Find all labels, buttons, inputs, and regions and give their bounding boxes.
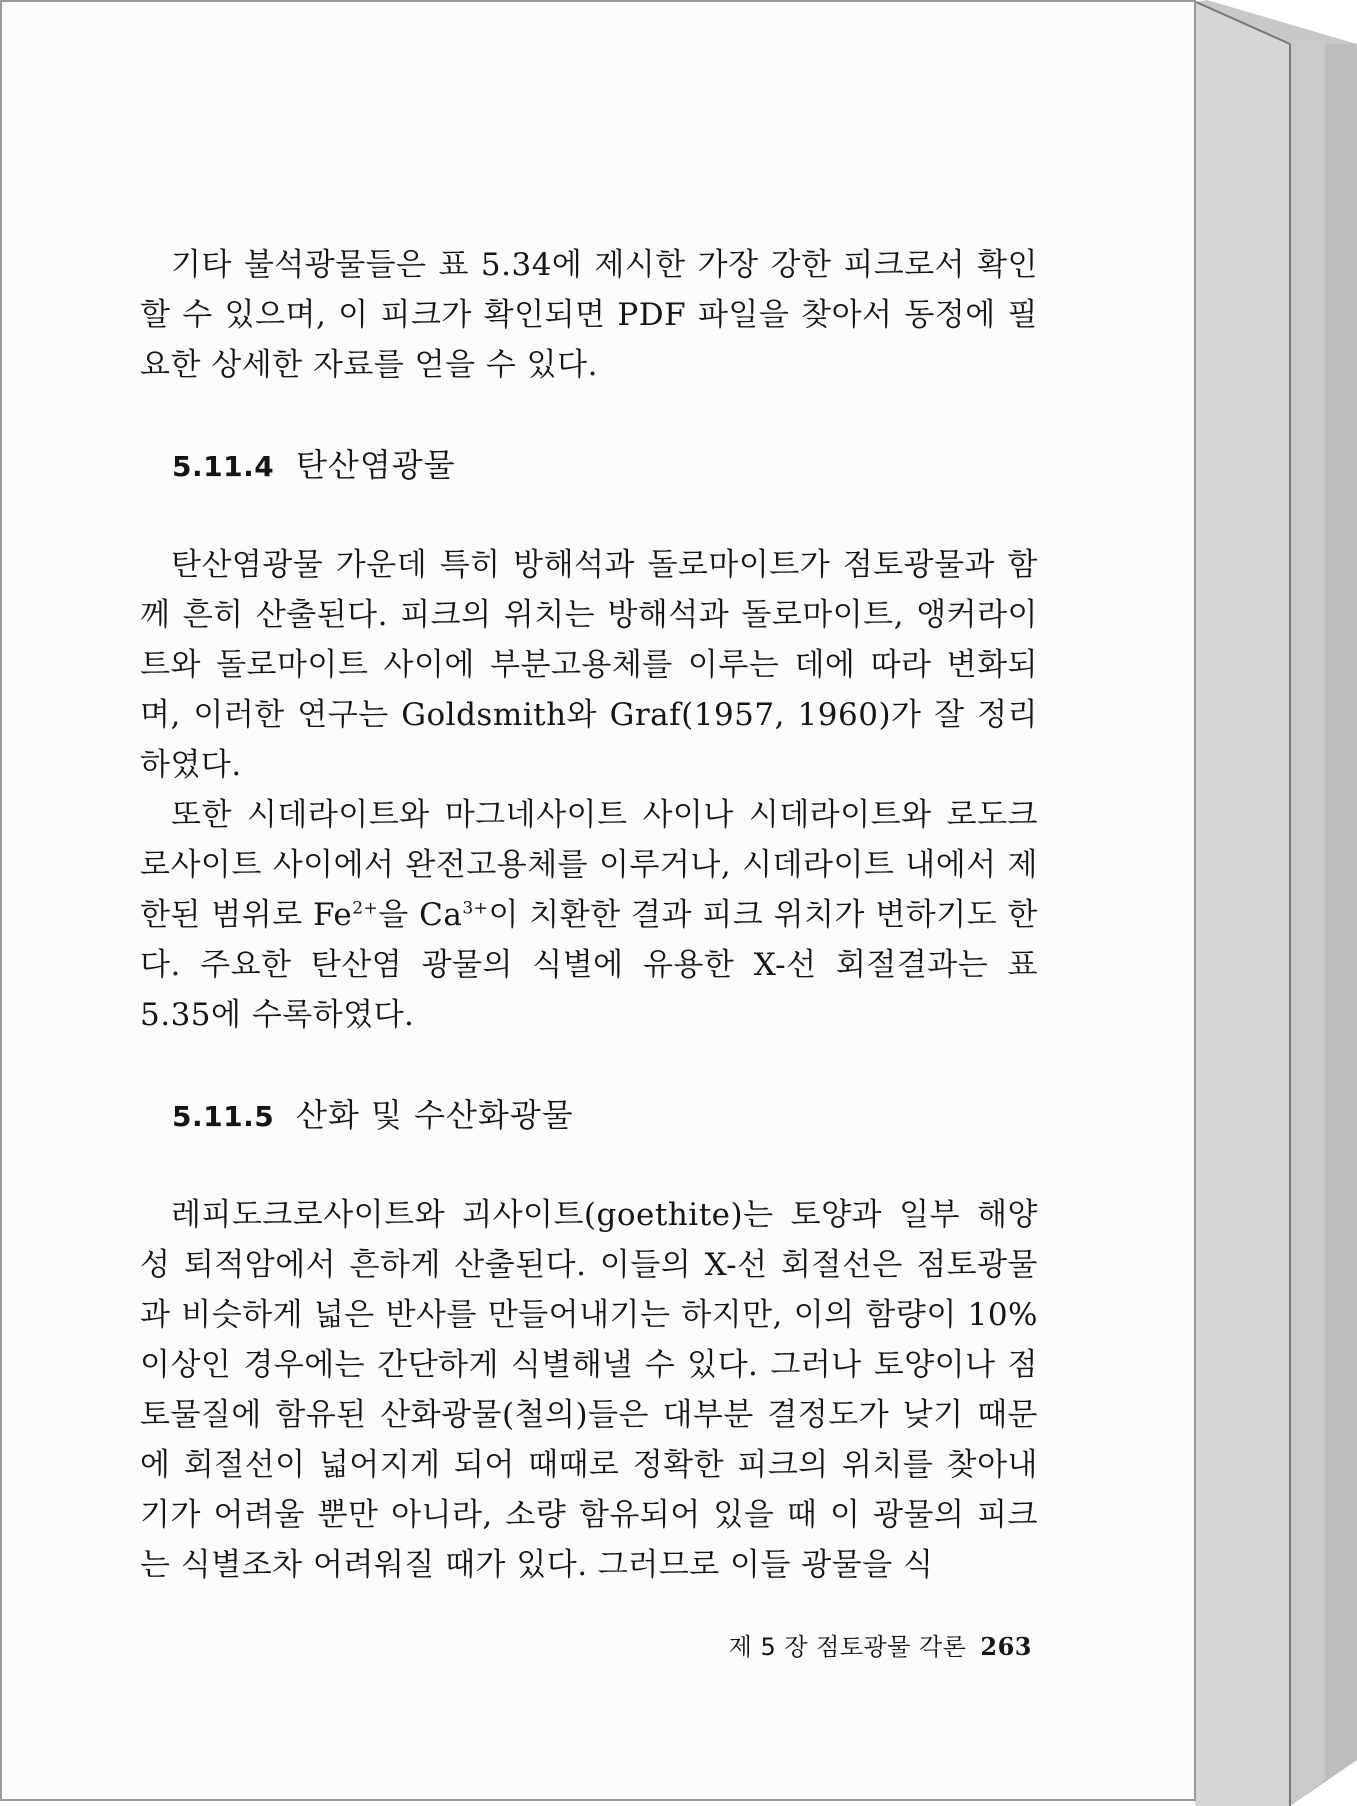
paragraph-zeolite <box>140 240 1038 390</box>
section-number: 5.11.5 <box>172 1100 275 1133</box>
paragraph-text: 레피도크로사이트와 괴사이트(goethite)는 토양과 일부 해양성 퇴적암에서 흔하게 산출된다. 이들의 X-선 회절선은 점토광물과 비슷하게 넓은 반사를 만들어내기는 하지만, 이의 함량이 10% 이상인 경우에는 간단하게 식별해낼 수 있다. 그러나 토양이나 점토물질에 함유된 산화광물(철의)들은 대부분 결정도가 낮기 때문에 회절선이 넓어지게 되어 때때로 정확한 피크의 위치를 찾아내기가 어려울 뿐만 아니라, 소량 함유되어 있을 때 이 광물의 피크는 식별조차 어려워질 때가 있다. 그러므로 이들 광물을 식 <box>140 1197 1038 1583</box>
paragraph-text: 기타 불석광물들은 표 5.34에 제시한 가장 강한 피크로서 확인할 수 있으며, 이 피크가 확인되면 PDF 파일을 찾아서 동정에 필요한 상세한 자료를 얻을 수 있다. <box>140 247 1038 383</box>
paragraph-text: 탄산염광물 가운데 특히 방해석과 돌로마이트가 점토광물과 함께 흔히 산출된다. 피크의 위치는 방해석과 돌로마이트, 앵커라이트와 돌로마이트 사이에 부분고용체를 이루는 데에 따라 변화되며, 이러한 연구는 Goldsmith와 Graf(1957, 1960)가 잘 정리하였다. <box>140 547 1038 783</box>
superscript-charge: 3+ <box>462 898 489 919</box>
page-content <box>140 240 1038 1590</box>
paragraph-text: 이 치환한 결과 피크 위치가 변하기도 한다. 주요한 탄산염 광물의 식별에 유용한 X-선 회절결과는 표 5.35에 수록하였다. <box>140 897 1038 1033</box>
paragraph-oxide <box>140 1190 1038 1590</box>
section-heading-oxide <box>140 1090 1038 1140</box>
chapter-label: 제 5 장 점토광물 각론 <box>728 1633 967 1661</box>
paragraph-carbonate-substitution <box>140 790 1038 1040</box>
section-title: 산화 및 수산화광물 <box>296 1096 574 1134</box>
section-number: 5.11.4 <box>172 450 275 483</box>
paragraph-carbonate-intro <box>140 540 1038 790</box>
page-number: 263 <box>980 1632 1032 1661</box>
book-edge <box>1195 0 1357 1806</box>
section-title: 탄산염광물 <box>296 446 456 484</box>
section-heading-carbonate <box>140 440 1038 490</box>
paragraph-text: 을 Ca <box>378 897 463 933</box>
superscript-charge: 2+ <box>352 898 379 919</box>
paragraph-text: 또한 시데라이트와 마그네사이트 사이나 시데라이트와 로도크로사이트 사이에서 완전고용체를 이루거나, 시데라이트 내에서 제한된 범위로 Fe <box>140 797 1038 933</box>
page-footer <box>692 1627 1032 1662</box>
